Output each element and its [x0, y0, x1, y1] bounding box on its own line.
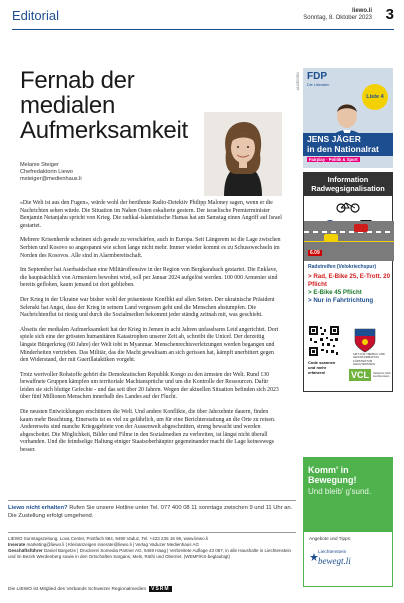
imprint-text: marketing@liewo.li | Kleinanzeigen inserate@liewo.li | Verlag Vaduzer Medienhaus AG: [26, 542, 200, 548]
komm-offers-label: Angebote und Tipps:: [309, 536, 352, 541]
article-paragraph: Abseits der medialen Aufmerksamkeit hat der Krieg in Jemen in acht Jahren unfassbares Leid angerichtet. Dort spiele sich eine der grössten humanitären Katastrophen unserer Zeit ab, schreibt die Unicef. Der derzeitig längste Bürgerkrieg (60 Jahre) der Welt tobt in Myanmar. Menschenrechtsverletzungen werden begangen und Minderheiten vertrieben. Das Militär, das die Macht gewaltsam an sich gerissen hat, kämpft unerbittert gegen den Widerstand, der mit Guerillataktiken vorgeht.: [20, 326, 279, 364]
car-icon: [354, 224, 368, 232]
candidate-name: JENS JÄGER: [307, 134, 361, 144]
article-paragraph: Trotz wertvoller Rohstoffe gehört die Demokratischen Republik Kongo zu den ärmsten der Welt. Rund 130 bewaffnete Gruppen kämpfen um territoriale Machtansprüche und um die Kontrolle der Ressourcen. Dafür leiden sie sich blutige Gefechte - und das seit über 20 Jahren. Wegen der aktuellen Situation befinden sich 2023 über fünf Millionen Menschen innerhalb des Landes auf der Flucht.: [20, 371, 279, 401]
article-paragraph: Die neusten Entwicklungen erschüttern die Welt. Und andere Konflikte, die über Jahrzehnte dauern, finden kaum mehr Beachtung. Einerseits ist es viel zu gefährlich, um für eine Berichterstattung an die Orte zu reisen. Andererseits sind manche Kriegsgebiete von der Aussenwelt abgeschnitten, streng bewacht und werden abgeschottet. Die Möglichkeit, Bilder und Filme in den Sozialmedien zu verbreiten, ist längst nicht überall vorhanden. Und die feindselige Haltung einiger Staatsoberhäupter gegeneinander macht die Lage keineswegs besser.: [20, 409, 276, 454]
scan-hint-line: und mehr: [308, 365, 327, 370]
author-email[interactable]: msteiger@medienhaus.li: [20, 176, 82, 183]
info-subtitle: Radstreifen (Velokriechspur): [308, 264, 377, 270]
article-body: [20, 200, 282, 462]
issue-date: Sonntag, 8. Oktober 2023: [303, 15, 372, 21]
cycle-lane-info-ad[interactable]: [303, 172, 393, 392]
author-name: Melanie Steiger: [20, 162, 59, 168]
article-paragraph: Mehrere Krisenherde scheinen sich gerade zu verschärfen, auch in Europa. Seit Längerem ist die Lage zwischen Serbien und Kosovo so angespannt wie schon lange nicht mehr. Immer wieder kommt es zu Schusswechseln im Norden des Kosovos. Alle sind in Alarmbereitschaft.: [20, 237, 281, 259]
qr-code-icon[interactable]: [308, 325, 340, 357]
imprint-label: Geschäftsführer: [8, 548, 43, 554]
header-brand: [303, 8, 372, 22]
komm-brand[interactable]: bewegt.li: [318, 556, 351, 566]
bewegt-li-ad[interactable]: [303, 457, 393, 587]
author-portrait: [204, 112, 282, 196]
komm-country: Liechtenstein: [318, 550, 347, 555]
article-paragraph: Im September hat Aserbaidschan eine Militäroffensive in der Region von Bergkarabach gestartet. Die Enklave, die hauptsächlich von Armeniern bewohnt wird, soll per Januar 2024 aufgelöst werden. 100 000 Armenier sind bereits geflohen, kaum jemand ist dort geblieben.: [20, 267, 278, 289]
candidate-tagline: in den Nationalrat: [307, 143, 379, 154]
liechtenstein-crest-icon: [353, 325, 377, 353]
komm-title: [308, 465, 357, 485]
info-rule: > Nur in Fahrtrichtung: [308, 297, 374, 304]
info-rule: > E-Bike 45 Pflicht: [308, 289, 362, 296]
editorial-article: [20, 40, 282, 454]
brand-name: liewo.li: [351, 8, 372, 14]
scan-hint-line: Code scannen: [308, 360, 336, 365]
star-logo-icon: [310, 553, 318, 561]
komm-title-line: Komm' in: [308, 465, 349, 475]
imprint-line: LIEWO Sonntagszeitung, Lova Center, Postfach 884, 9490 Vaduz, Tel. +423 236 16 96, www.liewo.li: [8, 536, 208, 541]
page-header: [12, 8, 394, 30]
komm-subtitle: Und bleib' g'sund.: [308, 487, 372, 496]
lane-marking: [304, 231, 394, 233]
author-info: [20, 162, 82, 184]
fdp-list-badge: Liste 4: [362, 84, 388, 110]
article-paragraph: Der Krieg in der Ukraine war bisher wohl der präsenteste Konflikt auf allen Seiten. Der ukrainische Präsident Selenski hat Angst, dass der Krieg in seinem Land vergessen geht und die Menschen abstumpfen. Die Nachrichtenflut ist riesig und durch die Sozialmedien bekommt jeder ständig zeitnah mit, was geschieht.: [20, 296, 275, 319]
scan-hint-line: erfahren!: [308, 370, 326, 375]
vcl-text: Verkehrs-Club Liechtenstein: [373, 370, 391, 378]
imprint-text: Daniel Bargetze | Druckerei Somedia Partner AG, 9469 Haag | Verbreitete Auflage 43 087, in alle Haushalte in Liechtenstein und im Bezirk Werdenberg sowie in den Ortschaften Sargans, Mels, Rüthi und Oberriet. (WEMF/KS-beglaubigt): [8, 548, 292, 560]
author-photo-icon: [204, 112, 282, 196]
car-icon: [324, 234, 338, 242]
article-paragraph: «Die Welt ist aus den Fugen», würde wohl der berühmte Radio-Detektiv Philipp Maloney sagen, wenn er die Nachrichten sehen würde. Die Situation im Nahen Osten eskalierte gestern. Der israelische Premierminister Benjamin Netanjahu spricht von Krieg. Die radikal-islamistische Hamas hat am Samstag einen Angriff auf Israel gestartet.: [20, 200, 282, 229]
imprint: [8, 532, 296, 560]
hotline-text: Rufen Sie unsere Hotline unter Tel. 077 400 08 11 sonntags zwischen 9 und 11 Uhr an. Die Zustellung erfolgt umgehend.: [8, 505, 293, 519]
fdp-logo: FDP: [307, 71, 327, 82]
vcl-logo: VCL: [351, 370, 369, 380]
vcl-block: [349, 367, 391, 383]
author-role: Chefredaktorin Liewo: [20, 169, 73, 176]
info-heading: [304, 173, 392, 196]
fdp-ad[interactable]: [303, 68, 393, 168]
article-title: Fernab der medialen Aufmerksamkeit: [20, 67, 188, 144]
info-rule-list: [308, 273, 392, 305]
fdp-slogan: Fairplay · Politik & Sport: [309, 157, 358, 162]
scan-hint: [308, 360, 335, 375]
vsrm-note: [8, 586, 296, 592]
lane-marking-yellow: [304, 241, 394, 242]
amt-text: AMT FÜR TIEFBAU UND GEOINFORMATION FÜRSTENTUM LIECHTENSTEIN: [353, 352, 385, 366]
hotline-label: Liewo nicht erhalten?: [8, 505, 68, 511]
vsrm-text: Die LIEWO ist Mitglied des Verbands Schweizer Regionalmedien: [8, 586, 147, 592]
hotline-box: [8, 500, 296, 520]
crossing-number: 6.09: [310, 250, 320, 256]
info-rule: > Rad, E-Bike 25, E-Trott. 20 Pflicht: [308, 273, 391, 288]
komm-offer-box: [303, 531, 393, 587]
imprint-label: Inserate: [8, 542, 26, 548]
ads-label: ANZEIGEN: [296, 72, 300, 91]
info-heading-line: Radwegsignalisation: [311, 184, 385, 193]
vsrm-logo: VSRM: [151, 586, 170, 592]
page-number: 3: [385, 6, 394, 23]
fdp-subtitle: Die Liberalen: [307, 83, 330, 87]
section-title: Editorial: [12, 8, 59, 23]
fdp-candidate: [303, 133, 393, 156]
komm-title-line: Bewegung!: [308, 475, 357, 485]
imprint-line: [8, 548, 296, 560]
info-heading-line: Information: [327, 175, 369, 184]
